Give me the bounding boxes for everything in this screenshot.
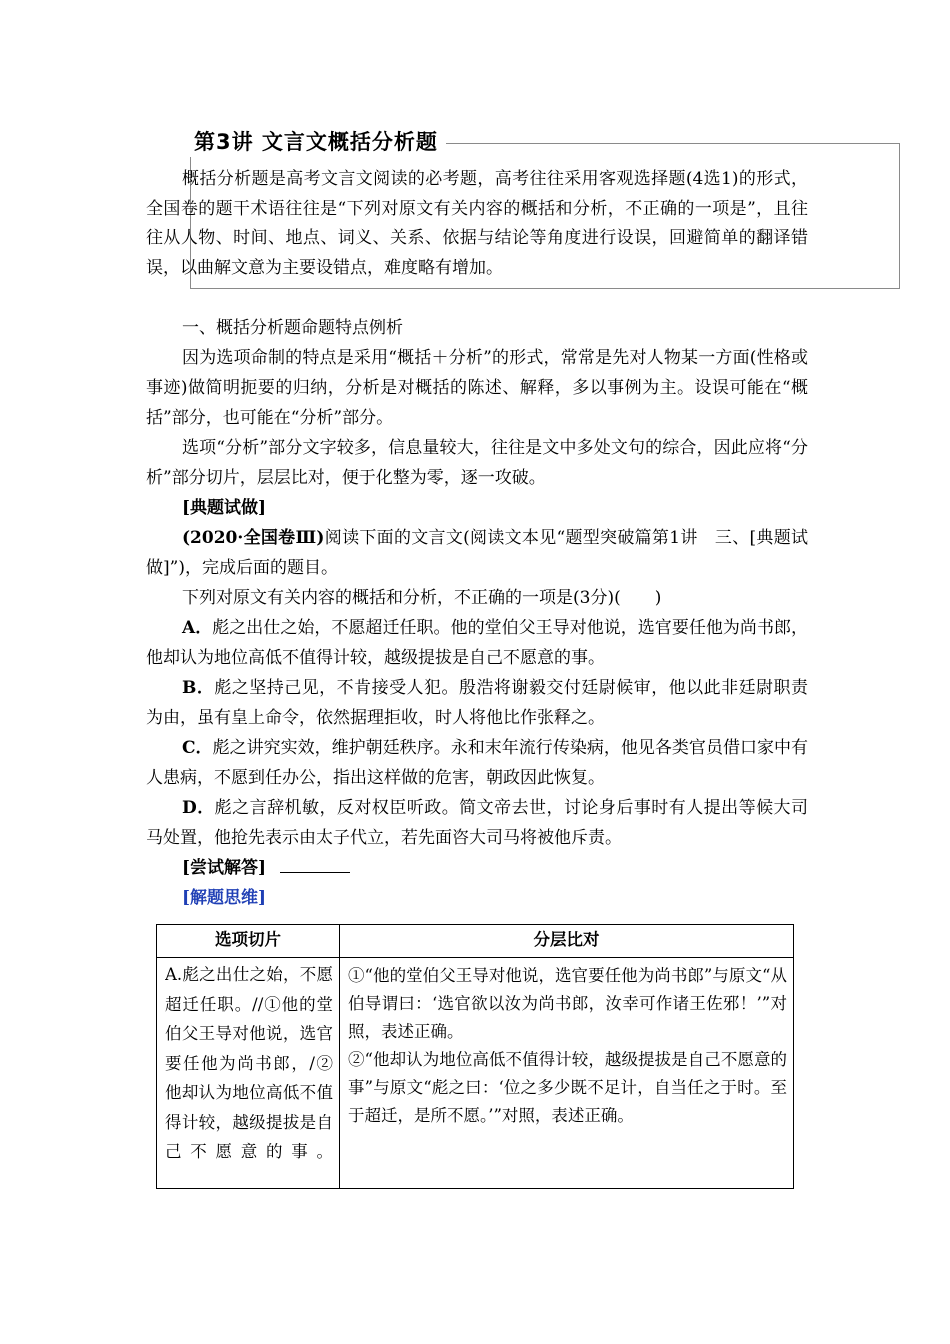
slice-cell-a xyxy=(157,958,340,1189)
compare-point-1: ①“他的堂伯父王导对他说，选官要任他为尚书郎”与原文“从伯导谓曰：‘选官欲以汝为尚书郎，汝幸可作诸王佐邪！’”对照，表述正确。 xyxy=(348,966,787,1041)
answer-blank[interactable] xyxy=(280,854,350,873)
table-header-compare: 分层比对 xyxy=(340,925,794,958)
example-label: [典题试做] xyxy=(182,498,267,518)
feature-paragraph-1: 因为选项命制的特点是采用“概括＋分析”的形式，常常是先对人物某一方面(性格或事迹)做简明扼要的归纳，分析是对概括的陈述、解释，多以事例为主。设误可能在“概括”部分，也可能在“分析”部分。 xyxy=(146,348,808,428)
lesson-title: 第3讲 文言文概括分析题 xyxy=(190,127,446,157)
option-a-text: 彪之出仕之始，不愿超迁任职。他的堂伯父王导对他说，选官要任他为尚书郎，他却认为地位高低不值得计较，越级提拔是自己不愿意的事。 xyxy=(146,618,808,668)
option-d xyxy=(146,793,808,853)
section-heading: 一、概括分析题命题特点例析 xyxy=(182,318,403,338)
intro-text: 概括分析题是高考文言文阅读的必考题，高考往往采用客观选择题(4选1)的形式，全国卷的题干术语往往是“下列对原文有关内容的概括和分析，不正确的一项是”，且往往从人物、时间、地点、词义、关系、依据与结论等角度进行设误，回避简单的翻译错误，以曲解文意为主要设错点，难度略有增加。 xyxy=(146,169,808,278)
option-d-text: 彪之言辞机敏，反对权臣听政。简文帝去世，讨论身后事时有人提出等候大司马处置，他抢先表示由太子代立，若先面咨大司马将被他斥责。 xyxy=(146,798,808,848)
analysis-table xyxy=(156,924,794,1189)
option-c-letter: C． xyxy=(182,738,213,758)
thinking-label: [解题思维] xyxy=(182,888,267,908)
source-text: 阅读下面的文言文(阅读文本见“题型突破篇第1讲 三、[典题试做]”)，完成后面的题目。 xyxy=(146,528,808,578)
option-a xyxy=(146,613,808,673)
compare-cell-a xyxy=(340,958,794,1189)
answer-line xyxy=(146,853,808,883)
table-row xyxy=(157,958,794,1189)
option-b-text: 彪之坚持己见，不肯接受人犯。殷浩将谢毅交付廷尉候审，他以此非廷尉职责为由，虽有皇上命令，依然据理拒收，时人将他比作张释之。 xyxy=(146,678,809,728)
slice-cell-a-text: A.彪之出仕之始，不愿超迁任职。//①他的堂伯父王导对他说，选官要任他为尚书郎，/②他却认为地位高低不值得计较，越级提拔是自己不愿意的事。 xyxy=(165,965,333,1161)
source-paragraph xyxy=(146,523,808,583)
main-body xyxy=(146,313,808,913)
feature-paragraph-2: 选项“分析”部分文字较多，信息量较大，往往是文中多处文句的综合，因此应将“分析”部分切片，层层比对，便于化整为零，逐一攻破。 xyxy=(146,438,808,488)
option-b xyxy=(146,673,808,733)
source-citation: (2020·全国卷Ⅲ) xyxy=(182,528,325,548)
question-stem: 下列对原文有关内容的概括和分析，不正确的一项是(3分)( ) xyxy=(182,588,662,608)
option-b-letter: B． xyxy=(182,678,215,698)
table-header-slice: 选项切片 xyxy=(157,925,340,958)
option-c-text: 彪之讲究实效，维护朝廷秩序。永和末年流行传染病，他见各类官员借口家中有人患病，不愿到任办公，指出这样做的危害，朝政因此恢复。 xyxy=(146,738,809,788)
compare-point-2: ②“他却认为地位高低不值得计较，越级提拔是自己不愿意的事”与原文“彪之曰：‘位之多少既不足计，自当任之于时。至于超迁，是所不愿。’”对照，表述正确。 xyxy=(348,1050,787,1125)
answer-label: [尝试解答] xyxy=(182,858,267,878)
intro-box-bottom-rule xyxy=(191,288,899,289)
table-header-row xyxy=(157,925,794,958)
option-c xyxy=(146,733,808,793)
option-d-letter: D． xyxy=(182,798,215,818)
option-a-letter: A． xyxy=(182,618,213,638)
intro-paragraph xyxy=(146,165,808,283)
